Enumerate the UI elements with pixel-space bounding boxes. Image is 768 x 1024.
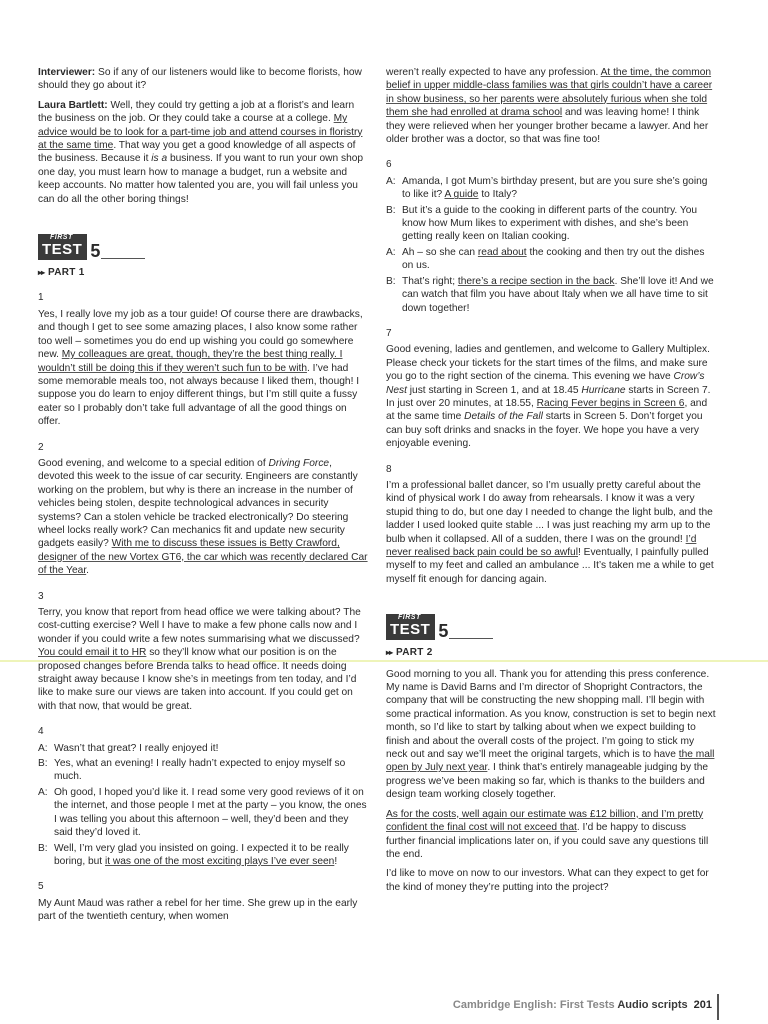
page-footer	[453, 999, 712, 1012]
part-heading	[38, 266, 368, 279]
test-badge	[38, 234, 87, 260]
dialogue-text-part: !	[334, 855, 338, 867]
section-number: 1	[38, 292, 44, 304]
italic-text: is a	[151, 153, 168, 165]
paragraph-text: . I think that’s entirely manageable judging by the progress we’ve been making so far, which is thanks to the builders and design team working closely together.	[386, 762, 709, 801]
paragraph-text: so they’ll know what our position is on the proposed changes before Brenda talks to head office. It needs doing straight away because I know she’s in meetings from ten today, and I’d like to make sure our views are taken into account. If you could get on with that now, that would be great.	[38, 647, 357, 712]
speaker-label: B:	[386, 204, 396, 216]
underlined-answer: I’d never realised back pain could be so awful	[386, 533, 697, 558]
paragraph-text: My Aunt Maud was rather a rebel for her time. She grew up in the early part of the twentieth century, when women	[38, 897, 358, 923]
underlined-answer: read about	[477, 246, 527, 258]
paragraph-text: So if any of our listeners would like to become florists, how should they go about it?	[38, 67, 362, 92]
left-column	[38, 66, 368, 930]
dialogue	[38, 742, 368, 869]
dialogue-line	[386, 175, 716, 202]
speaker-label: B:	[38, 842, 48, 854]
test-number: 5	[438, 621, 449, 642]
script-paragraph	[38, 606, 368, 713]
paragraph-text: Well, they could try getting a job at a florist’s and learn the business on the job. Or they could take a course at a college.	[38, 99, 355, 125]
dialogue-text-part: the cooking and then try out the dishes on us.	[402, 246, 705, 272]
script-paragraph	[386, 808, 716, 862]
italic-text: Crow’s Nest	[386, 371, 705, 396]
underlined-answer: it was one of the most exciting plays I’ve ever seen	[104, 855, 335, 867]
paragraph-text: I’m a professional ballet dancer, so I’m usually pretty careful about the kind of physical work I do away from rehearsals. I know it was a very stupid thing to do, but one day I needed to change the light bulb, and the ladder I used looked quite stable ... I was just reaching my arm up to the bulb when it collapsed. All of a sudden, there I was on the ground!	[386, 479, 713, 545]
paragraph-text: weren’t really expected to have any profession.	[386, 67, 601, 78]
section-number: 7	[386, 327, 392, 339]
paragraph-text: . I’ve had some memorable meals too, not always because I liked them, though! I suppose you do learn to enjoy different things, but I’m still quite a fussy eater so I probably don’t take full advantage of all the good things on offer.	[38, 362, 360, 428]
underlined-answer: As for the costs, well again our estimate was £12 billion, and I’m pretty confident the final cost will not exceed that	[386, 808, 704, 834]
dialogue-text: But it’s a guide to the cooking in different parts of the country. You know how Mum likes to experiment with dishes, and she’s been getting really keen on Italian cooking.	[402, 204, 698, 243]
underlined-answer: My advice would be to look for a part-time job and attend courses in floristry at the same time	[38, 113, 363, 152]
paragraph-text: Good morning to you all. Thank you for attending this press conference. My name is David Barns and I’m director of Shopright Contractors, the company that will be constructing the new shopping mall. I’ll begin with some practical information. As you know, construction is set to begin next month, so I’d like to start by talking about when we expect building to finish and about the overall costs of the project. I’m going to stick my neck out and say we’ll meet the original targets, which is to have	[386, 668, 716, 761]
underlined-answer: With me to discuss these issues is Betty Crawford, designer of the new Vortex GT6, the car which was recently declared Car of the Year	[38, 538, 368, 577]
speaker-label: B:	[386, 275, 396, 287]
italic-text: Details of the Fall	[464, 411, 543, 423]
dialogue-line	[38, 786, 368, 840]
dialogue-text: Wasn’t that great? I really enjoyed it!	[54, 742, 219, 754]
footer-section: Audio scripts	[617, 998, 688, 1011]
dialogue-text-part: Well, I’m very glad you insisted on going. I expected it to be really boring, but	[54, 842, 349, 867]
script-paragraph	[38, 457, 368, 578]
dialogue-line	[386, 204, 716, 244]
script-paragraph	[386, 668, 716, 802]
dialogue-text-part: Ah – so she can	[402, 246, 478, 258]
underlined-answer: At the time, the common belief in upper middle-class families was that girls couldn’t have a career in show business, so her parents were absolutely furious when she told them she had enrolled at drama school	[386, 67, 713, 119]
dialogue-text: Yes, what an evening! I really hadn’t expected to enjoy myself so much.	[54, 758, 346, 783]
intro-paragraph-2	[38, 99, 368, 206]
footer-brand: Cambridge English: First Tests	[452, 998, 615, 1011]
test-underline	[101, 258, 145, 259]
paragraph-text: Good evening, and welcome to a special edition of	[38, 457, 269, 469]
test-number: 5	[90, 241, 101, 262]
dialogue-line	[38, 742, 368, 755]
underlined-answer: there’s a recipe section in the back	[457, 275, 615, 287]
underlined-answer: You could email it to HR	[38, 647, 147, 659]
paragraph-text: , and at the same time	[386, 397, 708, 423]
paragraph-text: business. If you want to run your own shop one day, you must learn how to manage a budget, run a website and keep accounts. No matter how talented you are, you will fail unless you can do all the other boring things!	[38, 153, 364, 205]
paragraph-text: starts in Screen 5. Don’t forget you can buy soft drinks and snacks in the foyer. We hope you have a very enjoyable evening.	[386, 411, 703, 450]
paragraph-text: . That way you get a good knowledge of all aspects of the business. Because it	[38, 140, 356, 165]
right-column	[386, 66, 716, 900]
first-label: FIRST	[50, 234, 73, 242]
script-paragraph	[38, 897, 368, 924]
speaker-label: Interviewer:	[38, 67, 96, 78]
double-arrow-icon: ▸▸	[38, 268, 45, 278]
section-number: 4	[38, 726, 44, 738]
dialogue-line	[386, 275, 716, 315]
speaker-label: A:	[386, 246, 396, 258]
underlined-answer: Racing Fever begins in Screen 6	[536, 397, 685, 409]
intro-paragraph-1	[38, 66, 368, 93]
double-arrow-icon: ▸▸	[386, 648, 393, 658]
first-label: FIRST	[398, 614, 421, 622]
test-heading	[38, 228, 368, 260]
dialogue-text-part: to Italy?	[478, 189, 517, 201]
italic-text: Hurricane	[581, 384, 626, 396]
footer-divider	[717, 994, 719, 1020]
page-number: 201	[693, 998, 712, 1011]
paragraph-text: Yes, I really love my job as a tour guide! Of course there are drawbacks, and though I get to see some amazing places, I also know some rather too well – sometimes you do end up wishing you could go somewhere new.	[38, 308, 363, 361]
dialogue-line	[386, 246, 716, 273]
dialogue-text	[402, 275, 716, 315]
script-paragraph	[386, 66, 716, 146]
section-number: 6	[386, 159, 392, 171]
section-number: 2	[38, 441, 44, 453]
dialogue-text: Oh good, I hoped you’d like it. I read some very good reviews of it on the internet, and those people I met at the party – you know, the ones I was telling you about this afternoon – well, they’d been and they said they’d loved it.	[54, 786, 367, 839]
test-heading	[386, 608, 716, 640]
part-label: PART 2	[396, 647, 433, 659]
speaker-label: Laura Bartlett:	[38, 99, 108, 111]
dialogue-line	[38, 842, 368, 869]
part-heading	[386, 646, 716, 659]
test-label: TEST	[42, 241, 83, 259]
dialogue-text-part: . She’ll love it! And we can watch that film you have about Italy when we all have time to sit down together!	[402, 275, 714, 314]
section-number: 8	[386, 463, 392, 475]
paragraph-text: and was leaving home! I think they were relieved when her younger brother became a lawyer. And her older brother was a doctor, so that was fine too!	[386, 107, 709, 146]
dialogue-text	[54, 842, 368, 869]
paragraph-text: starts in Screen 7. In just over 20 minutes, at 18.55,	[386, 384, 711, 409]
speaker-label: A:	[386, 175, 396, 187]
section-number: 3	[38, 590, 44, 602]
part-label: PART 1	[48, 267, 85, 279]
section-number: 5	[38, 881, 44, 893]
test-underline	[449, 638, 493, 639]
paragraph-text: Good evening, ladies and gentlemen, and welcome to Gallery Multiplex. Please check your tickets for the start times of the films, and make sure you go to the right section of the cinema. This evening we have	[386, 344, 710, 383]
italic-text: Driving Force	[268, 457, 330, 469]
paragraph-text: , devoted this week to the issue of car security. Engineers are constantly working on the problem, but why is there an increase in the number of vehicles being stolen, despite technological advances in security systems? Can a stolen vehicle be tracked electronically? Do steering wheel locks really work? Can mechanics fit and update new security gadgets easily?	[38, 457, 358, 550]
script-paragraph	[38, 308, 368, 429]
test-badge	[386, 614, 435, 640]
dialogue-text	[402, 246, 716, 273]
script-paragraph	[386, 867, 716, 894]
underlined-answer: My colleagues are great, though, they’re the best thing really. I wouldn’t still be doing this if they weren’t such fun to be with	[38, 349, 343, 374]
dialogue-text-part: Amanda, I got Mum’s birthday present, but are you sure she’s going to like it?	[402, 175, 708, 201]
dialogue-text	[402, 175, 716, 202]
paragraph-text: .	[86, 565, 89, 577]
dialogue-text-part: That’s right;	[402, 275, 458, 287]
speaker-label: A:	[38, 742, 48, 754]
paragraph-text: Terry, you know that report from head office we were talking about? The cost-cutting exercise? Well I have to make a few phone calls now and I wonder if you could write a few notes summarising what we discussed?	[38, 607, 361, 645]
script-paragraph	[386, 479, 716, 586]
test-label: TEST	[390, 621, 431, 639]
underlined-answer: A guide	[444, 189, 479, 201]
dialogue-line	[38, 757, 368, 784]
paragraph-text: . I’d be happy to discuss further financial implications later on, if you could save any questions till the end.	[386, 822, 709, 860]
paragraph-text: I’d like to move on now to our investors. What can they expect to get for the kind of money they’re putting into the project?	[386, 868, 709, 893]
underlined-answer: the mall open by July next year	[386, 749, 715, 774]
script-paragraph	[386, 343, 716, 450]
dialogue	[386, 175, 716, 315]
speaker-label: A:	[38, 786, 48, 798]
speaker-label: B:	[38, 758, 48, 770]
paragraph-text: ! Eventually, I painfully pulled myself to my feet and called an ambulance ... It’s taken me a while to get myself fit enough for dancing again.	[386, 547, 714, 585]
paragraph-text: just starting in Screen 1, and at 18.45	[406, 384, 582, 396]
